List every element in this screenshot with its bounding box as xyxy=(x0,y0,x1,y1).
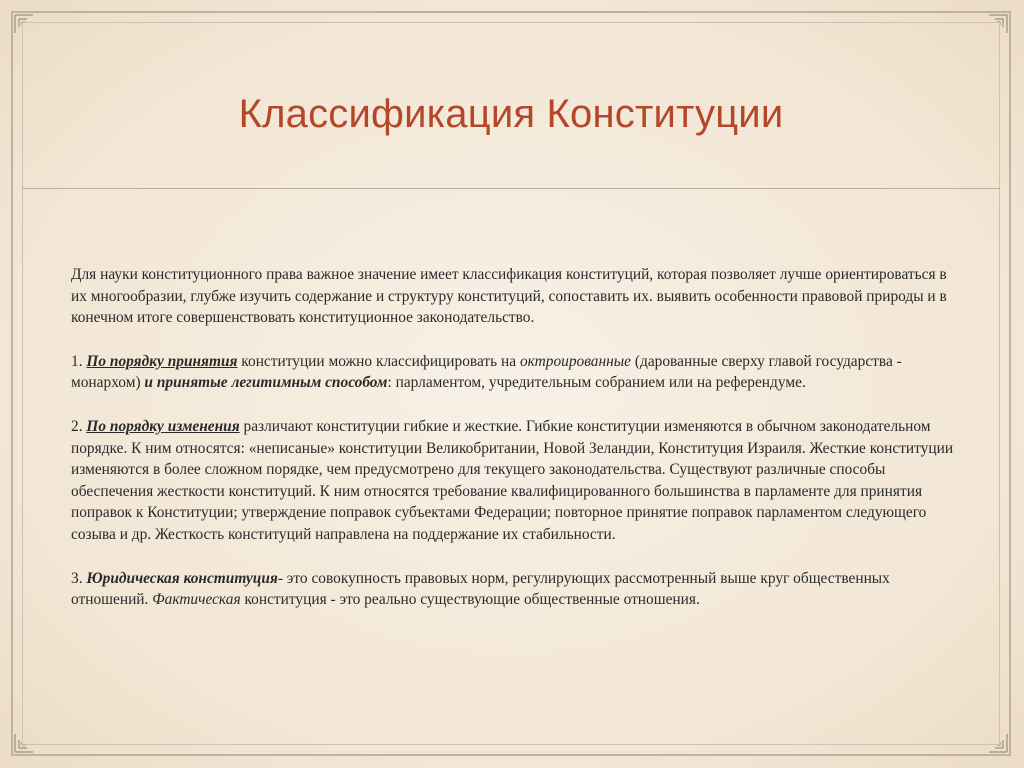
body-text xyxy=(71,264,961,633)
term-legitimate: и принятые легитимным способом xyxy=(144,374,388,392)
text-segment: конституция - это реально существующие общественные отношения. xyxy=(240,591,700,609)
term-octroyed: октроированные xyxy=(519,352,632,370)
term-amendment-order: По порядку изменения xyxy=(86,417,240,435)
text-segment: : парламентом, учредительным собранием или на референдуме. xyxy=(387,374,806,392)
intro-paragraph: Для науки конституционного права важное значение имеет классификация конституций, которая позволяет лучше ориентироваться в их многообразии, глубже изучить содержание и структуру конституций, сопоставить их. выявить особенности правовой природы и в конечном итоге совершенствовать конституционное законодательство. xyxy=(71,266,947,327)
item-number: 2. xyxy=(71,417,87,435)
item-number: 1. xyxy=(71,352,87,370)
paragraph-3 xyxy=(71,568,961,611)
page-title: Классификация Конституции xyxy=(238,92,784,136)
term-legal-constitution: Юридическая конституция xyxy=(86,569,278,587)
text-segment: различают конституции гибкие и жесткие. Гибкие конституции изменяются в обычном законодательном порядке. К ним относятся: «неписаные» конституции Великобритании, Новой Зеландии, Конституция Израиля. Жесткие конституции изменяются в более сложном порядке, чем предусмотрено для текущего законодательства. Существуют различные способы обеспечения жесткости конституций. К ним относятся требование квалифицированного большинства в парламенте для принятия поправок к Конституции; утверждение поправок субъектами Федерации; повторное принятие поправок парламентом следующего созыва и др. Жесткость конституций направлена на поддержание их стабильности. xyxy=(71,417,954,543)
text-segment: (дарованные сверху главой государства - монархом) xyxy=(71,352,902,392)
paragraph-1 xyxy=(71,351,961,394)
term-adoption-order: По порядку принятия xyxy=(86,352,238,370)
term-factual: Фактическая xyxy=(152,591,241,609)
item-number: 3. xyxy=(71,569,87,587)
title-divider xyxy=(22,188,1000,189)
text-segment: - это совокупность правовых норм, регулирующих рассмотренный выше круг общественных отношений. xyxy=(71,569,890,609)
paragraph-2 xyxy=(71,416,961,546)
text-segment: конституции можно классифицировать на xyxy=(237,352,520,370)
